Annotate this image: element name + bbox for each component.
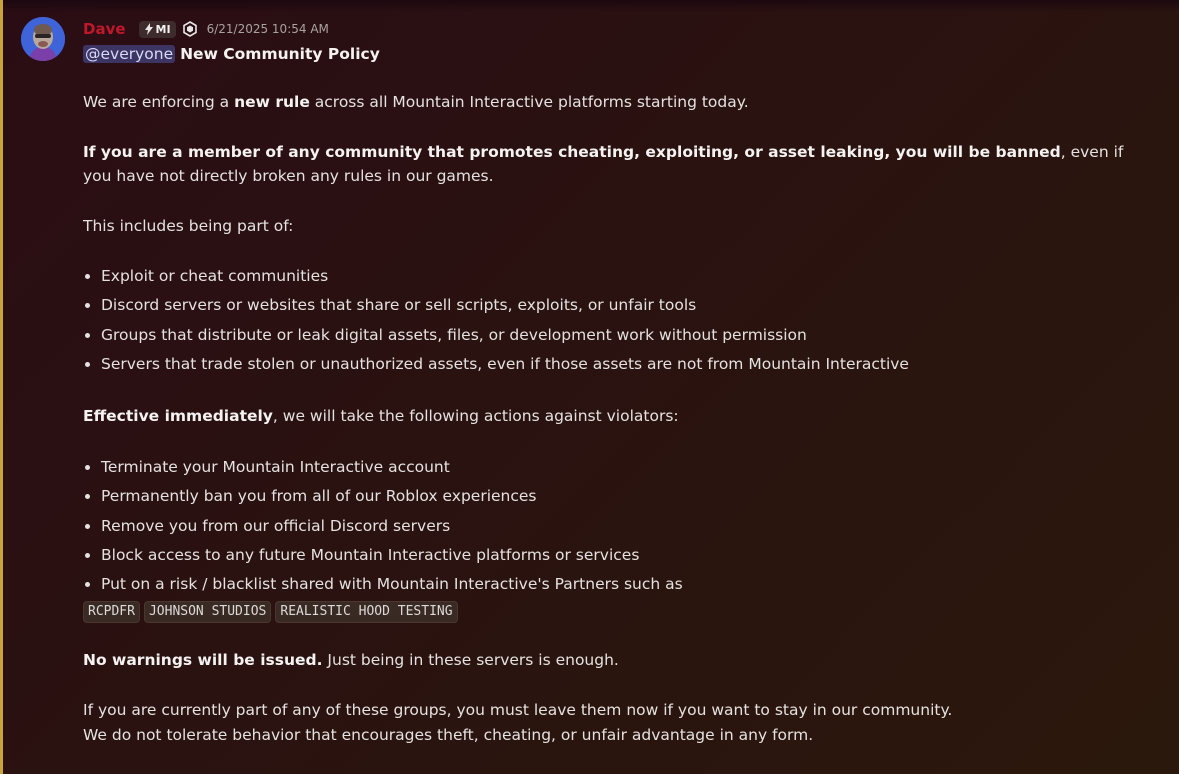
list-item: • Put on a risk / blacklist shared with Mountain Interactive's Partners such as xyxy=(101,570,1153,599)
timestamp[interactable]: 6/21/2025 10:54 AM xyxy=(206,22,329,36)
everyone-mention[interactable]: @everyone xyxy=(85,45,174,63)
hexagon-role-icon[interactable] xyxy=(181,20,199,38)
paragraph-2 xyxy=(83,140,1153,188)
actions-list xyxy=(83,453,1153,599)
mention-highlight-bar xyxy=(0,0,3,774)
paragraph-3: This includes being part of: xyxy=(83,217,294,235)
p4-text: , we will take the following actions against violators: xyxy=(272,407,679,426)
partner-code: RCPDFR xyxy=(83,601,140,623)
p1-bold: new rule xyxy=(234,93,310,111)
partners-row xyxy=(83,600,1153,624)
paragraph-6-line-2: We do not tolerate behavior that encourages theft, cheating, or unfair advantage in any form. xyxy=(83,725,814,744)
list-item: • Terminate your Mountain Interactive account xyxy=(101,453,1153,482)
p2-bold: If you are a member of any community that promotes cheating, exploiting, or asset leaking, you will be banned xyxy=(83,143,1061,161)
list-item: • Block access to any future Mountain Interactive platforms or services xyxy=(101,541,1153,570)
paragraph-4 xyxy=(83,404,1153,428)
title-line xyxy=(83,42,1153,66)
server-tag-label: MI xyxy=(155,22,171,36)
p5-bold: No warnings will be issued. xyxy=(83,650,323,669)
paragraph-5 xyxy=(83,648,1153,672)
message-header xyxy=(83,18,329,40)
list-item: • Permanently ban you from all of our Roblox experiences xyxy=(101,482,1153,511)
violations-list xyxy=(83,262,1153,379)
message-content xyxy=(83,42,1153,747)
p4-bold: Effective immediately xyxy=(83,407,273,426)
list-item: • Remove you from our official Discord servers xyxy=(101,512,1153,541)
p5-text: Just being in these servers is enough. xyxy=(322,650,619,669)
p1-text-b: across all Mountain Interactive platforms starting today. xyxy=(309,93,749,111)
p2-text: , even if you have not directly broken any rules in our games. xyxy=(83,143,1124,185)
list-item: • Exploit or cheat communities xyxy=(101,262,1153,291)
partner-code: JOHNSON STUDIOS xyxy=(144,601,271,623)
partner-code: REALISTIC HOOD TESTING xyxy=(275,601,457,623)
top-shade xyxy=(0,0,1179,12)
p1-text-a: We are enforcing a xyxy=(83,93,235,111)
avatar[interactable] xyxy=(21,17,65,61)
list-item: • Groups that distribute or leak digital assets, files, or development work without permission xyxy=(101,321,1153,350)
paragraph-6-line-1: If you are currently part of any of these groups, you must leave them now if you want to stay in our community. xyxy=(83,700,953,719)
lightning-icon xyxy=(144,23,154,35)
username[interactable]: Dave xyxy=(83,20,126,38)
list-item: • Servers that trade stolen or unauthorized assets, even if those assets are not from Mountain Interactive xyxy=(101,350,1153,379)
post-title: New Community Policy xyxy=(180,45,380,63)
paragraph-1 xyxy=(83,90,1153,114)
list-item: • Discord servers or websites that share or sell scripts, exploits, or unfair tools xyxy=(101,291,1153,320)
server-tag-badge[interactable] xyxy=(139,21,176,38)
